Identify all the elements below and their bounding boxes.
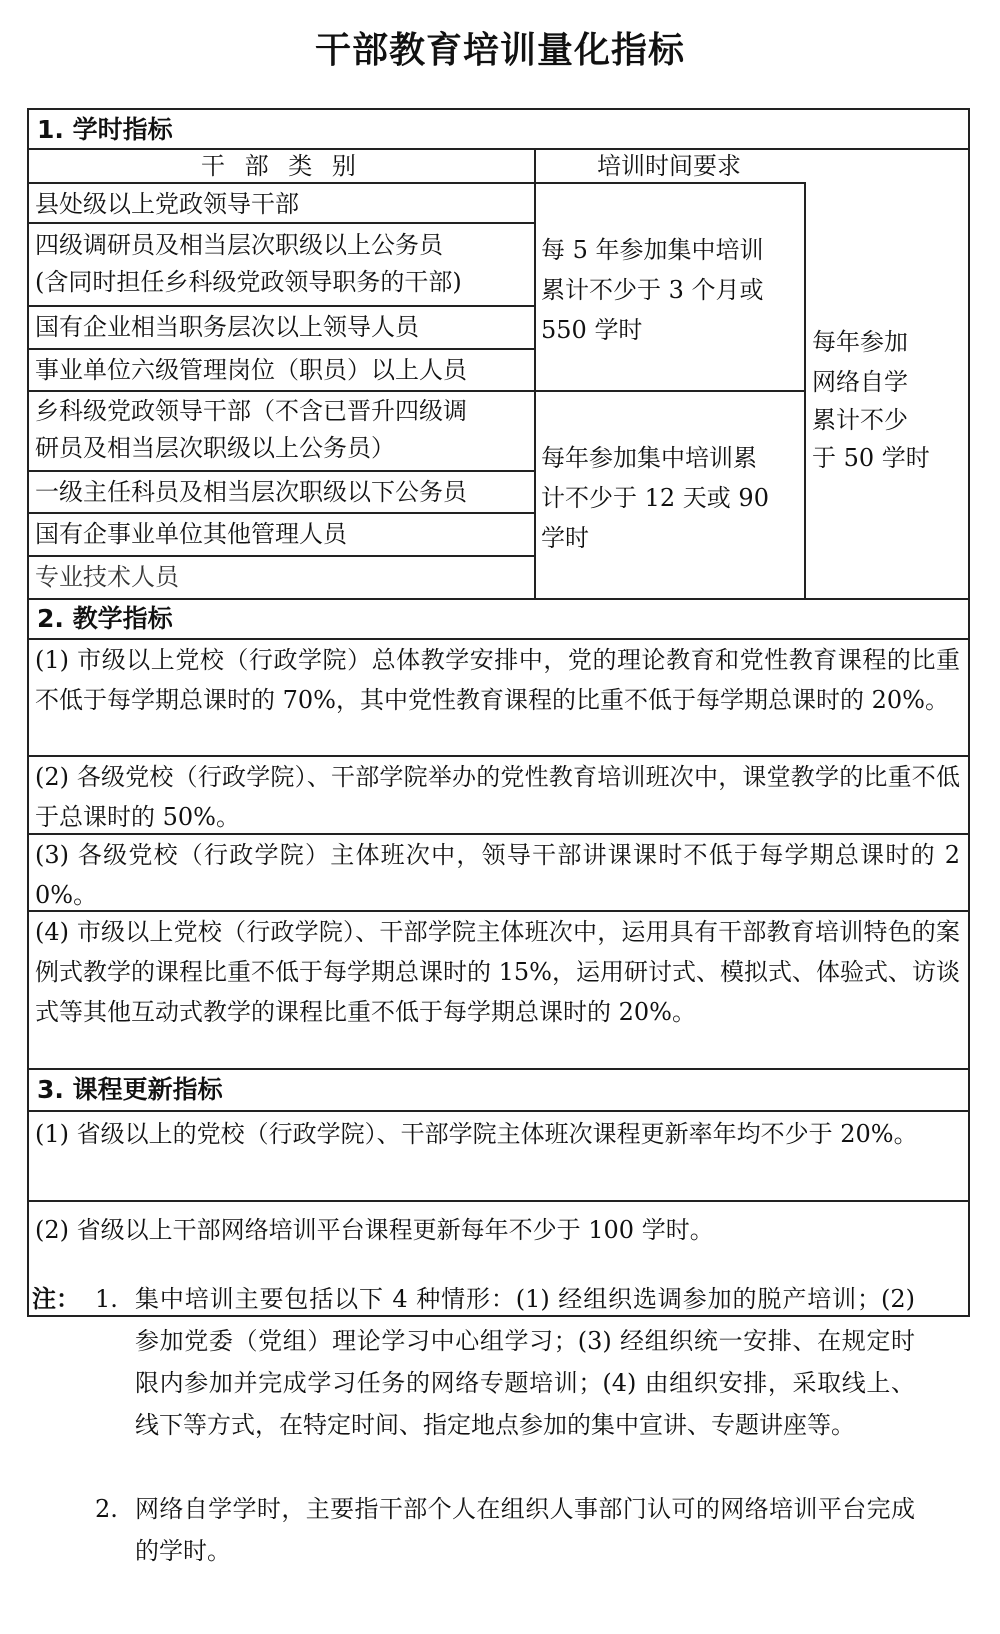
section-2-title: 2. 教学指标: [37, 604, 173, 633]
course-item: (2) 省级以上干部网络培训平台课程更新每年不少于 100 学时。: [35, 1216, 714, 1244]
rule: [29, 1200, 968, 1202]
category-row: 事业单位六级管理岗位（职员）以上人员: [35, 356, 467, 384]
category-row: 国有企事业单位其他管理人员: [35, 520, 347, 548]
note-1-number: 1.: [95, 1285, 118, 1313]
section-3-title: 3. 课程更新指标: [37, 1075, 223, 1104]
teaching-item: (2) 各级党校（行政学院）、干部学院举办的党性教育培训班次中，课堂教学的比重不低于总课时的 50%。: [35, 763, 960, 831]
page-title: 干部教育培训量化指标: [314, 30, 685, 71]
note-2-number: 2.: [95, 1495, 118, 1523]
requirement-line: 550 学时: [541, 316, 643, 344]
requirement-line: 计不少于 12 天或 90: [541, 484, 769, 512]
category-row: 专业技术人员: [35, 563, 179, 591]
note-2-text: 网络自学学时，主要指干部个人在组织人事部门认可的网络培训平台完成的学时。: [135, 1495, 915, 1565]
section-1-title: 1. 学时指标: [37, 115, 173, 144]
category-row: (含同时担任乡科级党政领导职务的干部): [35, 268, 462, 296]
teaching-item: (3) 各级党校（行政学院）主体班次中，领导干部讲课课时不低于每学期总课时的 20%。: [35, 841, 960, 909]
note-1-text: 集中培训主要包括以下 4 种情形：(1) 经组织选调参加的脱产培训；(2) 参加党委（党组）理论学习中心组学习；(3) 经组织统一安排、在规定时限内参加并完成学习任务的网络专题培训；(4) 由组织安排，采取线上、线下等方式，在特定时间、指定地点参加的集中宣讲、专题讲座等。: [135, 1285, 915, 1439]
category-row: 县处级以上党政领导干部: [35, 190, 299, 218]
notes-label: 注：: [32, 1285, 80, 1313]
requirement-line: 每年参加集中培训累: [541, 444, 757, 472]
category-row: 国有企业相当职务层次以上领导人员: [35, 313, 419, 341]
requirement-line: 每 5 年参加集中培训: [541, 236, 764, 264]
category-row: 一级主任科员及相当层次职级以下公务员: [35, 478, 467, 506]
online-requirement-line: 于 50 学时: [812, 444, 930, 472]
category-row: 四级调研员及相当层次职级以上公务员: [35, 231, 443, 259]
course-item: (1) 省级以上的党校（行政学院）、干部学院主体班次课程更新率年均不少于 20%。: [35, 1120, 918, 1148]
requirement-line: 学时: [541, 524, 589, 552]
indicator-table: [27, 108, 970, 1317]
rule: [29, 1110, 968, 1112]
category-row: 研员及相当层次职级以上公务员）: [35, 434, 395, 462]
online-requirement-line: 累计不少: [812, 406, 908, 434]
col-header-category: 干 部 类 别: [201, 152, 362, 180]
rule: [804, 182, 806, 598]
category-row: 乡科级党政领导干部（不含已晋升四级调: [35, 397, 467, 425]
teaching-item: (1) 市级以上党校（行政学院）总体教学安排中，党的理论教育和党性教育课程的比重不低于每学期总课时的 70%，其中党性教育课程的比重不低于每学期总课时的 20%。: [35, 646, 960, 714]
requirement-line: 累计不少于 3 个月或: [541, 276, 764, 304]
online-requirement-line: 每年参加: [812, 328, 908, 356]
rule: [534, 148, 536, 598]
online-requirement-line: 网络自学: [812, 368, 908, 396]
col-header-requirement: 培训时间要求: [597, 152, 741, 180]
teaching-item: (4) 市级以上党校（行政学院）、干部学院主体班次中，运用具有干部教育培训特色的案例式教学的课程比重不低于每学期总课时的 15%，运用研讨式、模拟式、体验式、访谈式等其他互动式教学的课程比重不低于每学期总课时的 20%。: [35, 918, 960, 1026]
